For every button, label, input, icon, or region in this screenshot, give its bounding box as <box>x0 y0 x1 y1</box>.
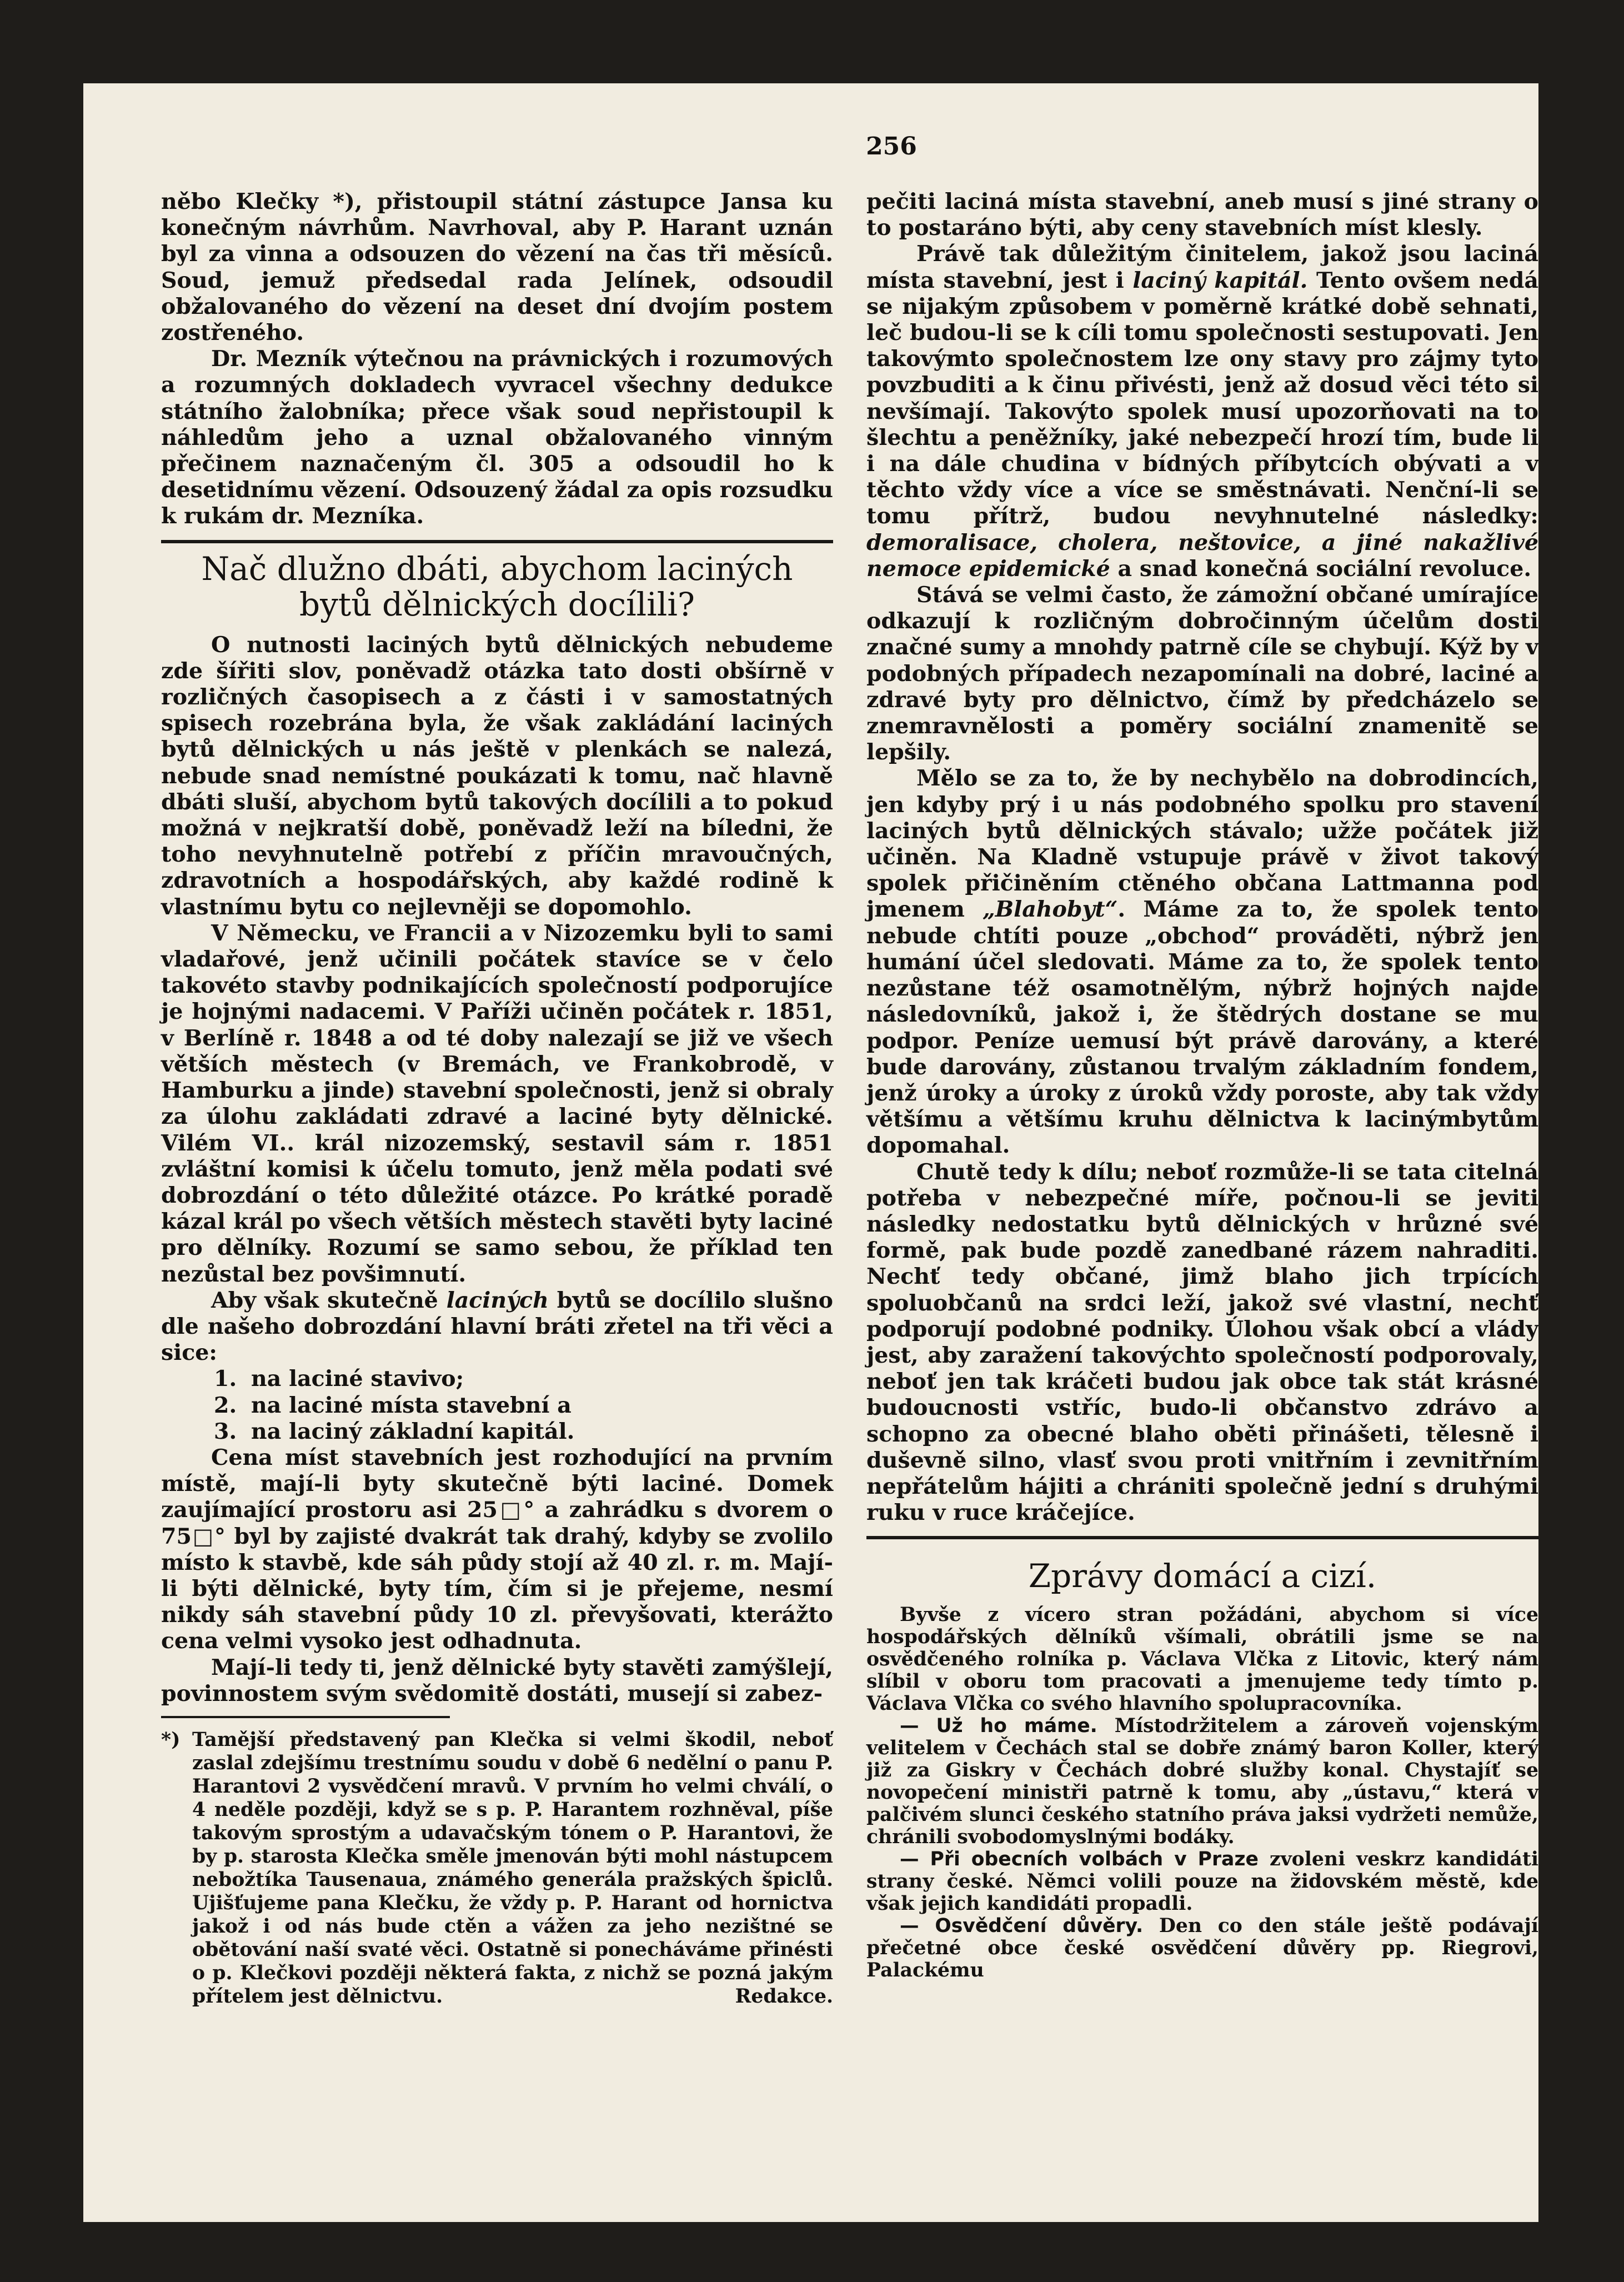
news-section <box>866 1604 1538 1981</box>
section-divider <box>866 1536 1538 1539</box>
footnote <box>161 1716 833 2008</box>
news-heading: Zprávy domácí a cizí. <box>1028 1557 1377 1595</box>
news-item: Byvše z vícero stran požádáni, abychom si více hospodářských dělníků všímali, obrátili jsme se na osvědčeného rolníka p. Václava Vlčka z Litovic, který nám slíbil v oboru tom pracovati a jmenujeme tedy tímto p. Václava Vlčka co svého hlavního spolupracovníka. <box>866 1604 1538 1715</box>
requirements-list <box>161 1366 833 1445</box>
news-item: — Už ho máme. Místodržitelem a zároveň vojenským velitelem v Čechách stal se dobře známý baron Koller, který již za Giskry v Čechách dobré služby konal. Chystajíť se novopečení ministři patrně k tomu, aby „ústavu,“ která v palčivém slunci českého statního práva jaksi vydržeti nemůže, chránili svobodomyslnými bodáky. <box>866 1715 1538 1849</box>
footnote-signature: Redakce. <box>735 1985 833 2008</box>
list-item: 1. na laciné stavivo; <box>244 1366 833 1392</box>
news-item: — Při obecních volbách v Praze zvoleni veskrz kandidáti strany české. Němci volili pouze na židovském městě, kde však jejich kandidáti propadli. <box>866 1848 1538 1915</box>
newspaper-page <box>83 83 1538 2222</box>
paragraph: Cena míst stavebních jest rozhodující na prvním místě, mají-li byty skutečně býti laciné. Domek zaujímající prostoru asi 25□° a zahrádku s dvorem o 75□° byl by zajisté dvakrát tak drahý, kdyby se zvolilo místo k stavbě, kde sáh půdy stojí až 40 zl. r. m. Mají-li býti dělnické, byty tím, čím si je přejeme, nesmí nikdy sáh stavební půdy 10 zl. převyšovati, kterážto cena velmi vysoko jest odhadnuta. <box>161 1444 833 1654</box>
footnote-text: Tamější představený pan Klečka si velmi škodil, neboť zaslal zdejšímu trestnímu soudu v době 6 nedělní o panu P. Harantovi 2 vysvědčení mravů. V prvním ho velmi chválí, o 4 neděle později, když se s p. P. Harantem rozhněval, píše takovým sprostým a udavačským tónem o P. Harantovi, že by p. starosta Klečka směle jmenován býti mohl nástupcem nebožtíka Tausenaua, známého generála pražských špiclů. Ujišťujeme pana Klečku, že vždy p. P. Harant od hornictva jakož i od nás bude ctěn a vážen za jeho nezištné se obětování naší svaté věci. Ostatně si ponecháváme přinésti o p. Klečkovi později některá fakta, z nichž se pozná jakým přítelem jest dělnictvu. <box>192 1728 833 2008</box>
left-column <box>161 189 833 2008</box>
paragraph: Stává se velmi často, že zámožní občané umírajíce odkazují k rozličným dobročinným účelům dosti značné sumy a mnohdy patrně cíle se chybují. Kýž by v podobných případech nezapomínali na dobré, laciné a zdravé byty pro dělnictvo, čímž by předcházelo se znemravnělosti a poměry sociální znamenitě se lepšily. <box>866 582 1538 765</box>
footnote-mark: *) <box>161 1728 181 1751</box>
paragraph: Aby však skutečně laciných bytů se docílilo slušno dle našeho dobrozdání hlavní bráti zřetel na tři věci a sice: <box>161 1287 833 1366</box>
paragraph: V Německu, ve Francii a v Nizozemku byli to sami vladařové, jenž učinili počátek stavíce se v čelo takovéto stavby podnikajících společností podporujíce je hojnými nadacemi. V Paříži učiněn počátek r. 1851, v Berlíně r. 1848 a od té doby nalezají se již ve všech větších městech (v Bremách, ve Frankobrodě, v Hamburku a jinde) stavební společnosti, jenž si obraly za úlohu zakládati zdravé a laciné byty dělnické. Vilém VI.. král nizozemský, sestavil sám r. 1851 zvláštní komisi k účelu tomuto, jenž měla podati své dobrozdání o této důležité otázce. Po krátké poradě kázal král po všech větších městech stavěti byty laciné pro dělníky. Rozumí se samo sebou, že příklad ten nezůstal bez povšimnutí. <box>161 920 833 1287</box>
paragraph: Mají-li tedy ti, jenž dělnické byty stavěti zamýšlejí, povinnostem svým svědomitě dostáti, musejí si zabez- <box>161 1654 833 1707</box>
paragraph: Mělo se za to, že by nechybělo na dobrodincích, jen kdyby prý i u nás podobného spolku pro stavení laciných bytů dělnických stávalo; užže počátek již učiněn. Na Kladně vstupuje právě v život takový spolek přičiněním ctěného občana Lattmanna pod jmenem „Blahobyt“. Máme za to, že spolek tento nebude chtíti pouze „obchod“ prováděti, nýbrž jen humání účel sledovati. Máme za to, že spolek tento nezůstane též osamotnělým, nýbrž hojných najde následovníků, jakož i, že štědrých dostane se mu podpor. Peníze uemusí být právě darovány, a které bude darovány, zůstanou trvalým základním fondem, jenž úroky a úroky z úroků vždy poroste, aby tak vždy většímu a většímu kruhu dělnictva k lacinýmbytům dopomahal. <box>866 765 1538 1159</box>
paragraph: Chutě tedy k dílu; neboť rozmůže-li se tata citelná potřeba v nebezpečné míře, počnou-li se jeviti následky nedostatku bytů dělnických v hrůzné své formě, pak bude pozdě zanedbané rázem nahraditi. Nechť tedy občané, jimž blaho jich trpících spoluobčanů na srdci leží, jakož své vlastní, nechť podporují podobné podniky. Úlohou však obcí a vlády jest, aby zaražení takovýchto společností podporovaly, neboť jen tak kráčeti budou jak obce tak stát krásné budoucnosti vstříc, budo-li občanstvo zdrávo a schopno za obecné blaho oběti přinášeti, tělesně i duševně silno, vlasť svou proti vnitřním i zevnitřním nepřátelům hájiti a chrániti společně jední s druhými ruku v ruce kráčejíce. <box>866 1159 1538 1526</box>
section-divider <box>161 540 833 543</box>
article-heading: Nač dlužno dbáti, abychom laciných bytů dělnických docílili? <box>201 549 793 623</box>
paragraph: něbo Klečky *), přistoupil státní zástupce Jansa ku konečným návrhům. Navrhoval, aby P. Harant uznán byl za vinna a odsouzen do vězení na čas tři měsíců. Soud, jemuž předsedal rada Jelínek, odsoudil obžalovaného do vězení na deset dní dvojím postem zostřeného. <box>161 189 833 346</box>
list-item: 3. na laciný základní kapitál. <box>244 1419 833 1445</box>
page-number: 256 <box>866 132 917 161</box>
paragraph: Dr. Mezník výtečnou na právnických i rozumových a rozumných dokladech vyvracel všechny dedukce státního žalobníka; přece však soud nepřistoupil k náhledům jeho a uznal obžalovaného vinným přečinem naznačeným čl. 305 a odsoudil ho k desetidnímu vězení. Odsouzený žádal za opis rozsudku k rukám dr. Mezníka. <box>161 346 833 529</box>
right-column <box>866 189 1538 1981</box>
paragraph: Právě tak důležitým činitelem, jakož jsou laciná místa stavební, jest i laciný kapitál. Tento ovšem nedá se nijakým způsobem v poměrně krátké době sehnati, leč budou-li se k cíli tomu společnosti sestupovati. Jen takovýmto společnostem lze ony stavy pro zájmy tyto povzbuditi a k činu přivésti, jenž až dosud věci této si nevšímají. Takovýto spolek musí upozorňovati na to šlechtu a peněžníky, jaké nebezpečí hrozí tím, bude li i na dále chudina v bídných příbytcích obývati a v těchto vždy více a více se směstnávati. Nenční-li se tomu přítrž, budou nevyhnutelné následky: demoralisace, cholera, neštovice, a jiné nakažlivé nemoce epidemické a snad konečná sociální revoluce. <box>866 241 1538 582</box>
footnote-divider <box>161 1716 450 1718</box>
paragraph: O nutnosti laciných bytů dělnických nebudeme zde šířiti slov, poněvadž otázka tato dosti obšírně v rozličných časopisech a z části i v samostatných spisech rozebrána byla, že však zakládání laciných bytů dělnických u nás ještě v plenkách se nalezá, nebude snad nemístné poukázati k tomu, nač hlavně dbáti sluší, abychom bytů takových docílili a to pokud možná v nejkratší době, poněvadž leží na bíledni, že toho nevyhnutelně potřebí z příčin mravoučných, zdravotních a hospodářských, aby každé rodině k vlastnímu bytu co nejlevněji se dopomohlo. <box>161 632 833 920</box>
news-item: — Osvědčení důvěry. Den co den stále ještě podávají přečetné obce české osvědčení důvěry pp. Riegrovi, Palackému <box>866 1915 1538 1982</box>
paragraph: pečiti laciná místa stavební, aneb musí s jiné strany o to postaráno býti, aby ceny stavebních míst klesly. <box>866 189 1538 241</box>
list-item: 2. na laciné místa stavební a <box>244 1393 833 1419</box>
